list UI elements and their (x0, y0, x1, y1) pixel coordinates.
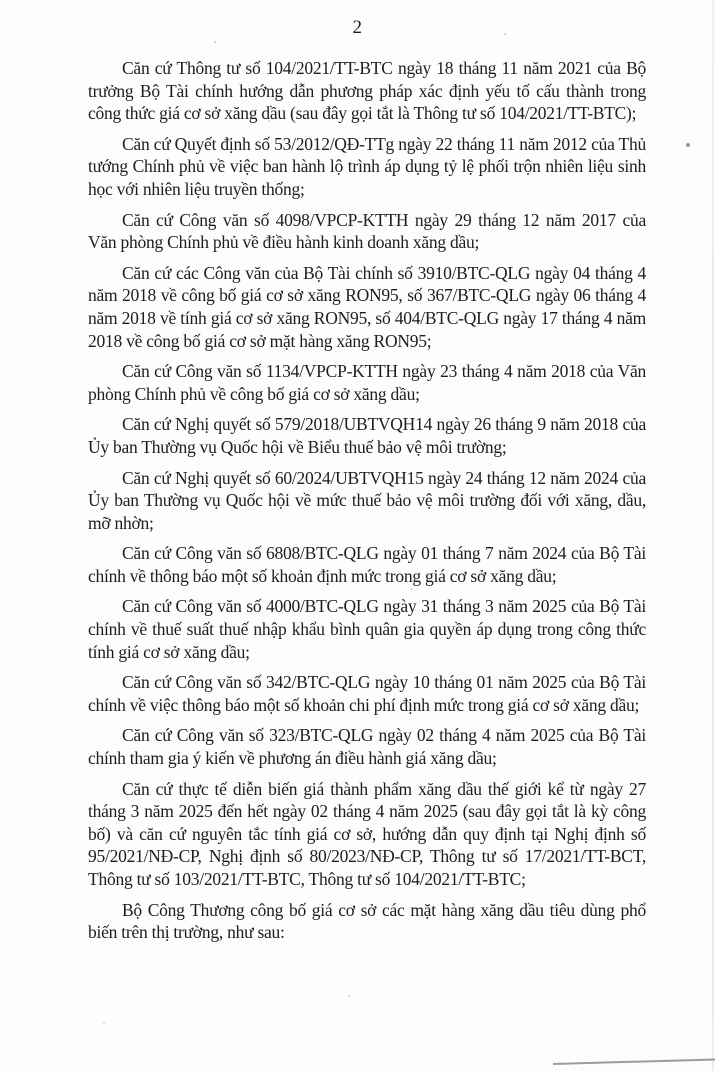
scan-artifact-line (553, 1058, 715, 1064)
paragraph-citation-6: Căn cứ Nghị quyết số 579/2018/UBTVQH14 ngày 26 tháng 9 năm 2018 của Ủy ban Thường vụ Quốc hội về Biểu thuế bảo vệ môi trường; (88, 414, 646, 457)
paragraph-citation-4: Căn cứ các Công văn của Bộ Tài chính số 3910/BTC-QLG ngày 04 tháng 4 năm 2018 về công bố giá cơ sở xăng RON95, số 367/BTC-QLG ngày 06 tháng 4 năm 2018 về tính giá cơ sở xăng RON95, số 404/BTC-QLG ngày 17 tháng 4 năm 2018 về công bố giá cơ sở mặt hàng xăng RON95; (88, 262, 646, 351)
scan-speckle (686, 143, 690, 147)
page-number: 2 (352, 17, 363, 38)
paragraph-citation-12: Căn cứ thực tế diễn biến giá thành phẩm xăng dầu thế giới kể từ ngày 27 tháng 3 năm 2025 đến hết ngày 02 tháng 4 năm 2025 (sau đây gọi tắt là kỳ công bố) và căn cứ nguyên tắc tính giá cơ sở, hướng dẫn quy định tại Nghị định số 95/2021/NĐ-CP, Nghị định số 80/2023/NĐ-CP, Thông tư số 17/2021/TT-BCT, Thông tư số 103/2021/TT-BTC, Thông tư số 104/2021/TT-BTC; (88, 778, 646, 889)
paragraph-citation-7: Căn cứ Nghị quyết số 60/2024/UBTVQH15 ngày 24 tháng 12 năm 2024 của Ủy ban Thường vụ Quốc hội về mức thuế bảo vệ môi trường đối với xăng, dầu, mỡ nhờn; (88, 467, 646, 533)
paragraph-citation-9: Căn cứ Công văn số 4000/BTC-QLG ngày 31 tháng 3 năm 2025 của Bộ Tài chính về thuế suất thuế nhập khẩu bình quân gia quyền áp dụng trong công thức tính giá cơ sở xăng dầu; (88, 596, 646, 662)
scan-speckle (268, 120, 270, 122)
paragraph-citation-11: Căn cứ Công văn số 323/BTC-QLG ngày 02 tháng 4 năm 2025 của Bộ Tài chính tham gia ý kiến về phương án điều hành giá xăng dầu; (88, 725, 646, 769)
scan-speckle (411, 588, 413, 590)
paragraph-citation-2: Căn cứ Quyết định số 53/2012/QĐ-TTg ngày 22 tháng 11 năm 2012 của Thủ tướng Chính phủ về việc ban hành lộ trình áp dụng tỷ lệ phối trộn nhiên liệu sinh học với nhiên liệu truyền thống; (88, 133, 646, 199)
paragraph-citation-5: Căn cứ Công văn số 1134/VPCP-KTTH ngày 23 tháng 4 năm 2018 của Văn phòng Chính phủ về công bố giá cơ sở xăng dầu; (88, 361, 646, 404)
scan-speckle (504, 33, 506, 35)
paragraph-announcement: Bộ Công Thương công bố giá cơ sở các mặt hàng xăng dầu tiêu dùng phổ biến trên thị trường, như sau: (88, 899, 646, 943)
scan-speckle (348, 995, 350, 997)
scan-speckle (103, 1022, 105, 1024)
paragraph-citation-10: Căn cứ Công văn số 342/BTC-QLG ngày 10 tháng 01 năm 2025 của Bộ Tài chính về việc thông báo một số khoản chi phí định mức trong giá cơ sở xăng dầu; (88, 672, 646, 715)
paragraph-citation-1: Căn cứ Thông tư số 104/2021/TT-BTC ngày 18 tháng 11 năm 2021 của Bộ trưởng Bộ Tài chính hướng dẫn phương pháp xác định yếu tố cấu thành trong công thức giá cơ sở xăng dầu (sau đây gọi tắt là Thông tư số 104/2021/TT-BTC); (88, 58, 646, 124)
scan-speckle (214, 41, 216, 43)
scan-edge-line (712, 0, 714, 1071)
paragraph-citation-3: Căn cứ Công văn số 4098/VPCP-KTTH ngày 29 tháng 12 năm 2017 của Văn phòng Chính phủ về điều hành kinh doanh xăng dầu; (88, 209, 646, 253)
document-body (88, 57, 646, 952)
paragraph-citation-8: Căn cứ Công văn số 6808/BTC-QLG ngày 01 tháng 7 năm 2024 của Bộ Tài chính về thông báo một số khoản định mức trong giá cơ sở xăng dầu; (88, 543, 646, 586)
